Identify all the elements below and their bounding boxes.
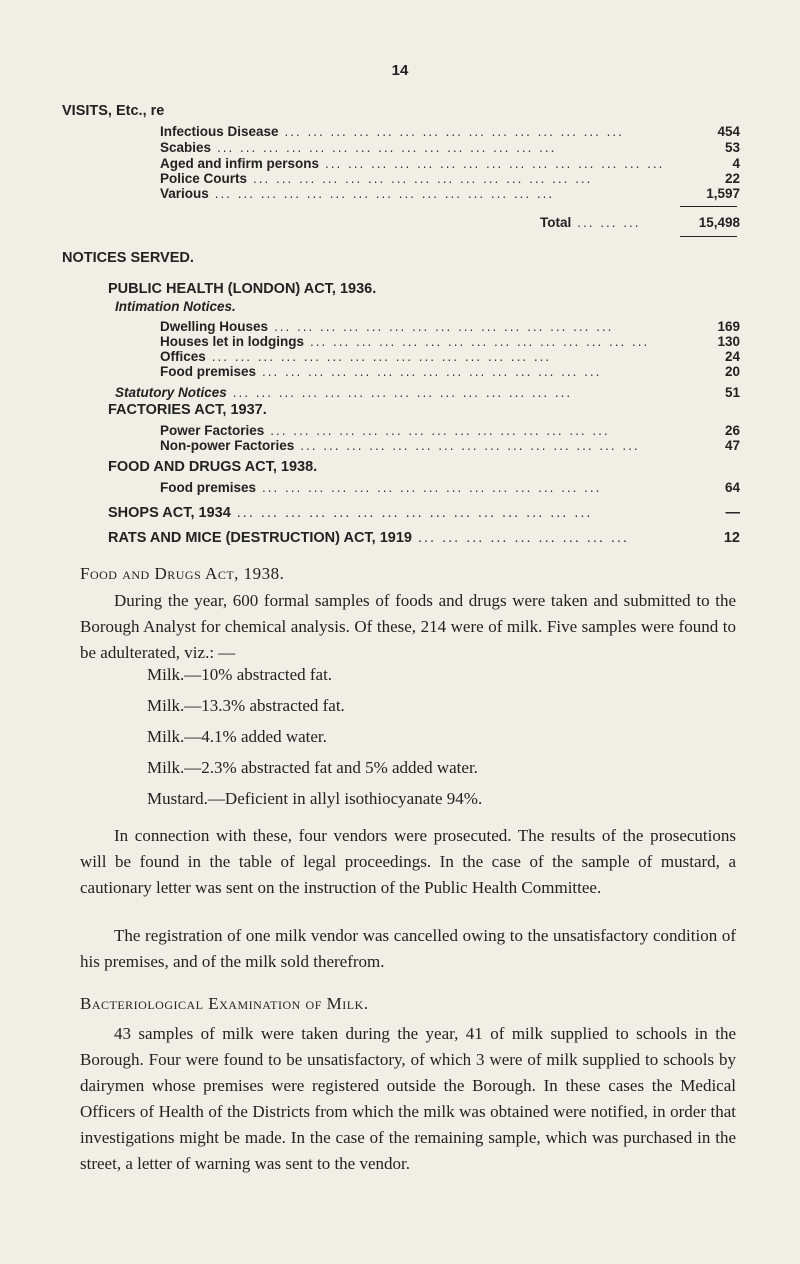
leader-dots: ... ... ... ... ... ... ... ... ... ... ... ... ... ... ... [236, 505, 593, 521]
shops-act-row [108, 505, 740, 521]
leader-dots: ... ... ... ... ... ... ... ... ... ... ... ... ... ... ... [211, 349, 552, 364]
leader-dots: ... ... ... ... ... ... ... ... ... ... ... ... ... ... ... [270, 423, 610, 438]
paragraph-text: During the year, 600 formal samples of foods and drugs were taken and submitted to the Borough Analyst for chemical analysis. Of these, 214 were of milk. Five samples were found to be adulterated, viz.: — [80, 591, 736, 662]
leader-dots: ... ... ... ... ... ... ... ... ... ... ... ... ... ... ... [232, 385, 573, 400]
row-value: 20 [724, 364, 740, 379]
bacteriological-para [80, 1021, 736, 1177]
row-value: 12 [723, 530, 740, 546]
row-label: Statutory Notices [115, 385, 227, 400]
visits-heading [62, 103, 164, 119]
adulteration-item: Milk.—4.1% added water. [147, 727, 327, 746]
leader-dots: ... ... ... ... ... ... ... ... ... ... ... ... ... ... ... [262, 480, 602, 495]
rats-act-row [108, 530, 740, 546]
food-drugs-para3 [80, 923, 736, 975]
notices-heading: NOTICES SERVED. [62, 250, 194, 266]
row-label: Dwelling Houses [160, 319, 269, 334]
food-drugs-row [160, 480, 740, 496]
row-label: RATS AND MICE (DESTRUCTION) ACT, 1919 [108, 530, 412, 546]
row-value: 22 [724, 171, 740, 186]
leader-dots: ... ... ... ... ... ... ... ... ... ... ... ... ... ... ... [310, 334, 650, 349]
row-value: 47 [724, 438, 740, 453]
total-rule-bottom [680, 236, 737, 237]
leader-dots: ... ... ... ... ... ... ... ... ... ... ... ... ... ... ... [262, 364, 602, 379]
visits-row [160, 186, 740, 202]
row-value: 454 [717, 124, 740, 139]
intimation-heading: Intimation Notices. [115, 299, 236, 314]
row-value: 4 [732, 156, 740, 171]
leader-dots: ... ... ... ... ... ... ... ... ... [417, 530, 629, 546]
bacteriological-heading: Bacteriological Examination of Milk. [80, 994, 369, 1013]
visits-row [160, 171, 740, 187]
paragraph-text: The registration of one milk vendor was cancelled owing to the unsatisfactory condition of his premises, and of the milk sold therefrom. [80, 926, 736, 971]
row-value: 51 [724, 385, 740, 400]
adulteration-item: Milk.—13.3% abstracted fat. [147, 696, 345, 715]
visits-heading-text: VISITS, Etc., re [62, 103, 165, 119]
row-value: 64 [724, 480, 740, 495]
intimation-row [160, 334, 740, 350]
row-value: 53 [724, 140, 740, 155]
adulteration-item: Mustard.—Deficient in allyl isothiocyanate 94%. [147, 789, 483, 808]
row-label: Food premises [160, 364, 257, 379]
visits-row [160, 140, 740, 156]
row-value: 24 [724, 349, 740, 364]
leader-dots: ... ... ... ... ... ... ... ... ... ... ... ... ... ... ... [300, 438, 640, 453]
row-label: Houses let in lodgings [160, 334, 305, 349]
paragraph-text: 43 samples of milk were taken during the year, 41 of milk supplied to schools in the Borough. Four were found to be unsatisfactory, of which 3 were of milk supplied to schools by dairymen whose premises were registered outside the Borough. In these cases the Medical Officers of Health of the Districts from which the milk was obtained were notified, in order that investigations might be made. In the case of the remaining sample, which was purchased in the street, a letter of warning was sent to the vendor. [80, 1024, 736, 1173]
factories-act-heading: FACTORIES ACT, 1937. [108, 402, 267, 418]
visits-total-row [540, 215, 740, 231]
row-value: 26 [724, 423, 740, 438]
leader-dots: ... ... ... ... ... ... ... ... ... ... ... ... ... ... ... [325, 156, 665, 171]
row-value: 169 [717, 319, 740, 334]
factories-row [160, 438, 740, 454]
row-label: Aged and infirm persons [160, 156, 320, 171]
row-label: Offices [160, 349, 206, 364]
row-label: Police Courts [160, 171, 248, 186]
leader-dots: ... ... ... ... ... ... ... ... ... ... ... ... ... ... ... [253, 171, 593, 186]
adulteration-item: Milk.—10% abstracted fat. [147, 665, 333, 684]
paragraph-text: In connection with these, four vendors were prosecuted. The results of the prosecutions will be found in the table of legal proceedings. In the case of the sample of mustard, a cautionary letter was sent on the instruction of the Public Health Committee. [80, 826, 736, 897]
intimation-row [160, 364, 740, 380]
row-label: Infectious Disease [160, 124, 279, 139]
row-label: Various [160, 186, 209, 201]
leader-dots: ... ... ... ... ... ... ... ... ... ... ... ... ... ... ... [284, 124, 624, 139]
leader-dots: ... ... ... ... ... ... ... ... ... ... ... ... ... ... ... [217, 140, 557, 155]
visits-row [160, 124, 740, 140]
row-value: 1,597 [706, 186, 740, 201]
row-label: Non-power Factories [160, 438, 295, 453]
row-value: — [725, 505, 740, 521]
food-drugs-act-heading: FOOD AND DRUGS ACT, 1938. [108, 459, 318, 475]
intimation-row [160, 349, 740, 365]
visits-row [160, 156, 740, 172]
factories-row [160, 423, 740, 439]
total-label: Total [540, 215, 572, 230]
food-drugs-section-heading: Food and Drugs Act, 1938. [80, 564, 285, 583]
row-label: Power Factories [160, 423, 265, 438]
row-label: Scabies [160, 140, 212, 155]
row-value: 130 [717, 334, 740, 349]
page-number: 14 [391, 62, 409, 79]
row-label: Food premises [160, 480, 257, 495]
adulteration-item: Milk.—2.3% abstracted fat and 5% added water. [147, 758, 478, 777]
food-drugs-para1 [80, 588, 736, 666]
food-drugs-para2 [80, 823, 736, 901]
leader-dots: ... ... ... [577, 215, 641, 230]
total-value: 15,498 [698, 215, 740, 230]
intimation-row [160, 319, 740, 335]
total-rule-top [680, 206, 737, 207]
leader-dots: ... ... ... ... ... ... ... ... ... ... ... ... ... ... ... [274, 319, 614, 334]
row-label: SHOPS ACT, 1934 [108, 505, 231, 521]
statutory-row [115, 385, 740, 401]
public-health-act-heading: PUBLIC HEALTH (LONDON) ACT, 1936. [108, 281, 377, 297]
leader-dots: ... ... ... ... ... ... ... ... ... ... ... ... ... ... ... [214, 186, 555, 201]
